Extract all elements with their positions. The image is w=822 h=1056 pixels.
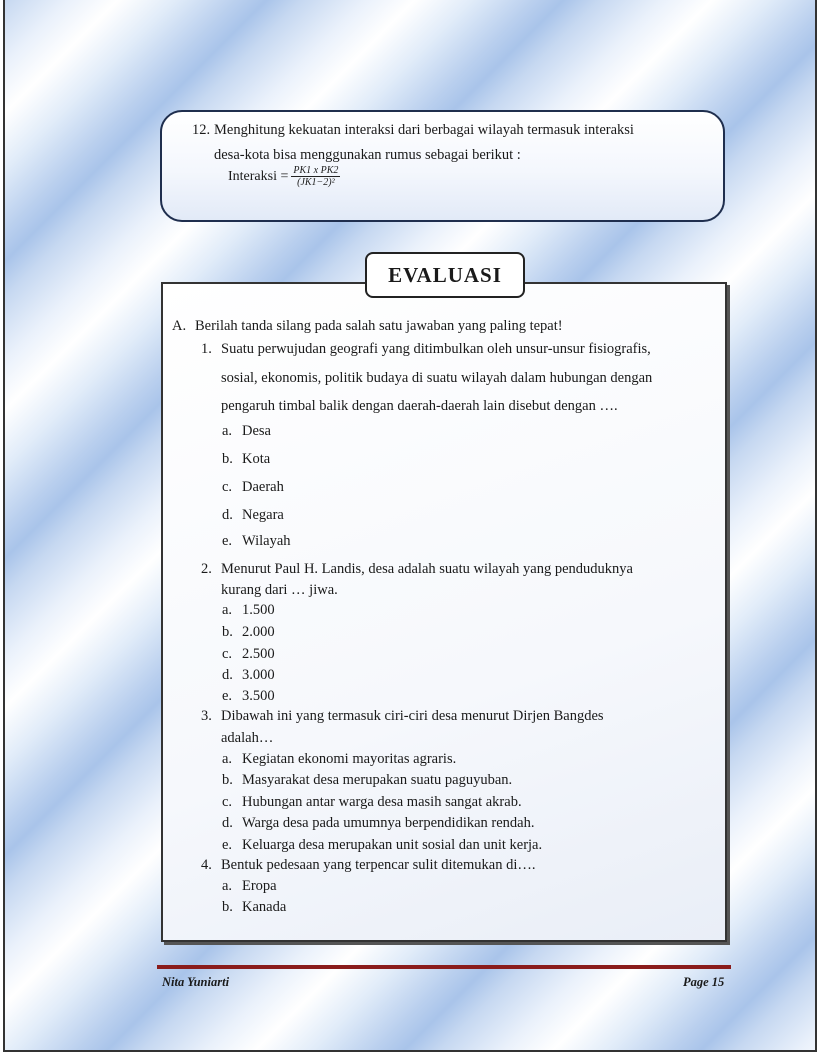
q2-option-text: 2.000 [242,624,275,640]
q2-option-text: 2.500 [242,646,275,662]
interaction-formula [228,165,340,188]
note-text-line-2: desa-kota bisa menggunakan rumus sebagai berikut : [214,147,521,163]
q1-option-letter: a. [222,423,233,439]
q3-option-letter: a. [222,751,233,767]
note-text-line-1: Menghitung kekuatan interaksi dari berbagai wilayah termasuk interaksi [214,122,634,138]
q1-option-letter: d. [222,507,233,523]
question-1-line-1: Suatu perwujudan geografi yang ditimbulkan oleh unsur-unsur fisiografis, [221,341,651,357]
question-1-line-2: sosial, ekonomis, politik budaya di suatu wilayah dalam hubungan dengan [221,370,653,386]
q1-option-text: Wilayah [242,533,291,549]
q3-option-text: Hubungan antar warga desa masih sangat akrab. [242,794,522,810]
q4-option-letter: a. [222,878,233,894]
formula-fraction [291,165,340,188]
q3-option-text: Warga desa pada umumnya berpendidikan rendah. [242,815,535,831]
q1-option-text: Kota [242,451,271,467]
formula-label: Interaksi = [228,168,289,184]
q3-option-letter: d. [222,815,233,831]
q3-option-text: Kegiatan ekonomi mayoritas agraris. [242,751,457,767]
q4-option-text: Eropa [242,878,277,894]
section-label: A. [172,318,187,334]
q3-option-text: Keluarga desa merupakan unit sosial dan unit kerja. [242,837,543,853]
q1-option-text: Daerah [242,479,284,495]
q4-option-letter: b. [222,899,233,915]
q3-option-letter: b. [222,772,233,788]
section-instruction: Berilah tanda silang pada salah satu jawaban yang paling tepat! [195,318,563,334]
q3-option-letter: c. [222,794,233,810]
question-4-number: 4. [201,857,212,873]
q4-option-text: Kanada [242,899,287,915]
q1-option-letter: e. [222,533,233,549]
question-3-line-2: adalah… [221,730,274,746]
q1-option-text: Negara [242,507,284,523]
question-2-number: 2. [201,561,212,577]
q1-option-text: Desa [242,423,271,439]
formula-denominator: (JK1−2)² [297,177,335,188]
q2-option-text: 3.500 [242,688,275,704]
formula-note-box [160,110,725,222]
q2-option-text: 3.000 [242,667,275,683]
q2-option-letter: d. [222,667,233,683]
formula-numerator: PK1 x PK2 [293,165,339,176]
q2-option-letter: c. [222,646,233,662]
evaluation-title: EVALUASI [365,252,525,298]
footer-author: Nita Yuniarti [162,975,230,989]
q2-option-letter: b. [222,624,233,640]
q3-option-letter: e. [222,837,233,853]
note-number: 12. [192,122,211,138]
question-2-line-1: Menurut Paul H. Landis, desa adalah suatu wilayah yang penduduknya [221,561,633,577]
question-1-number: 1. [201,341,212,357]
question-3-line-1: Dibawah ini yang termasuk ciri-ciri desa menurut Dirjen Bangdes [221,708,604,724]
footer-page-number: Page 15 [683,975,725,989]
footer-divider [157,965,731,969]
q2-option-text: 1.500 [242,602,275,618]
q1-option-letter: b. [222,451,233,467]
question-2-line-2: kurang dari … jiwa. [221,582,338,598]
question-4-line-1: Bentuk pedesaan yang terpencar sulit ditemukan di…. [221,857,536,873]
q1-option-letter: c. [222,479,233,495]
q2-option-letter: a. [222,602,233,618]
q3-option-text: Masyarakat desa merupakan suatu paguyuban. [242,772,513,788]
question-1-line-3: pengaruh timbal balik dengan daerah-daerah lain disebut dengan …. [221,398,618,414]
q2-option-letter: e. [222,688,233,704]
page [3,0,817,1052]
question-3-number: 3. [201,708,212,724]
